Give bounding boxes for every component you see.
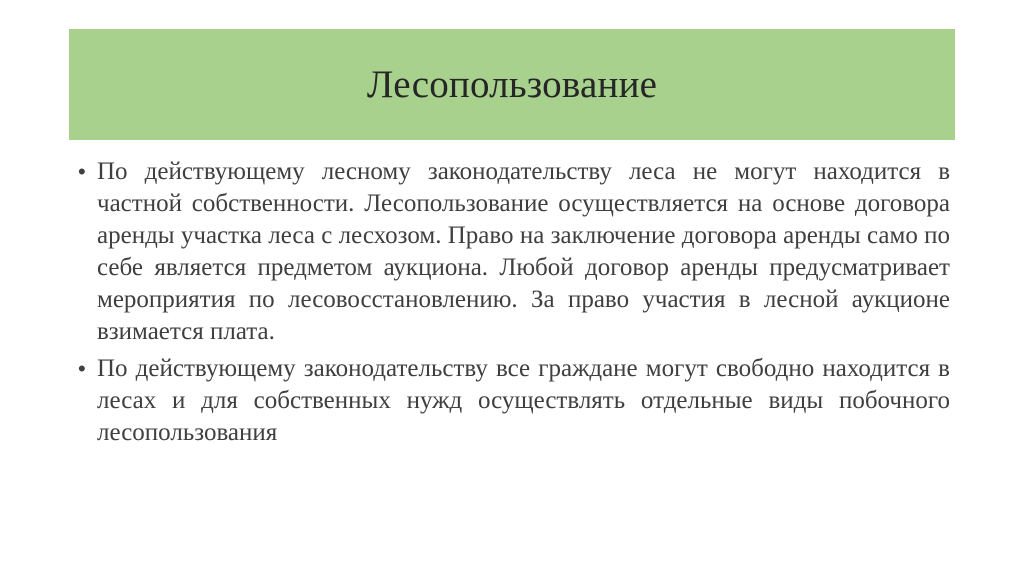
bullet-item [78,156,950,348]
title-band [69,29,955,140]
bullet-text: По действующему лесному законодательству леса не могут находится в частной собственности. Лесопользование осуществляется на основе договора аренды участка леса с лесхозом. Право на заключение договора аренды само по себе является предметом аукциона. Любой договор аренды предусматривает мероприятия по лесовосстановлению. За право участия в лесной аукционе взимается плата. [97,158,950,345]
bullet-item [78,353,950,449]
bullet-text: По действующему законодательству все граждане могут свободно находится в лесах и для собственных нужд осуществлять отдельные виды побочного лесопользования [97,355,950,446]
bullet-marker: • [78,356,86,381]
bullet-list [78,156,950,454]
slide-title: Лесопользование [366,63,658,106]
bullet-marker: • [78,159,86,184]
